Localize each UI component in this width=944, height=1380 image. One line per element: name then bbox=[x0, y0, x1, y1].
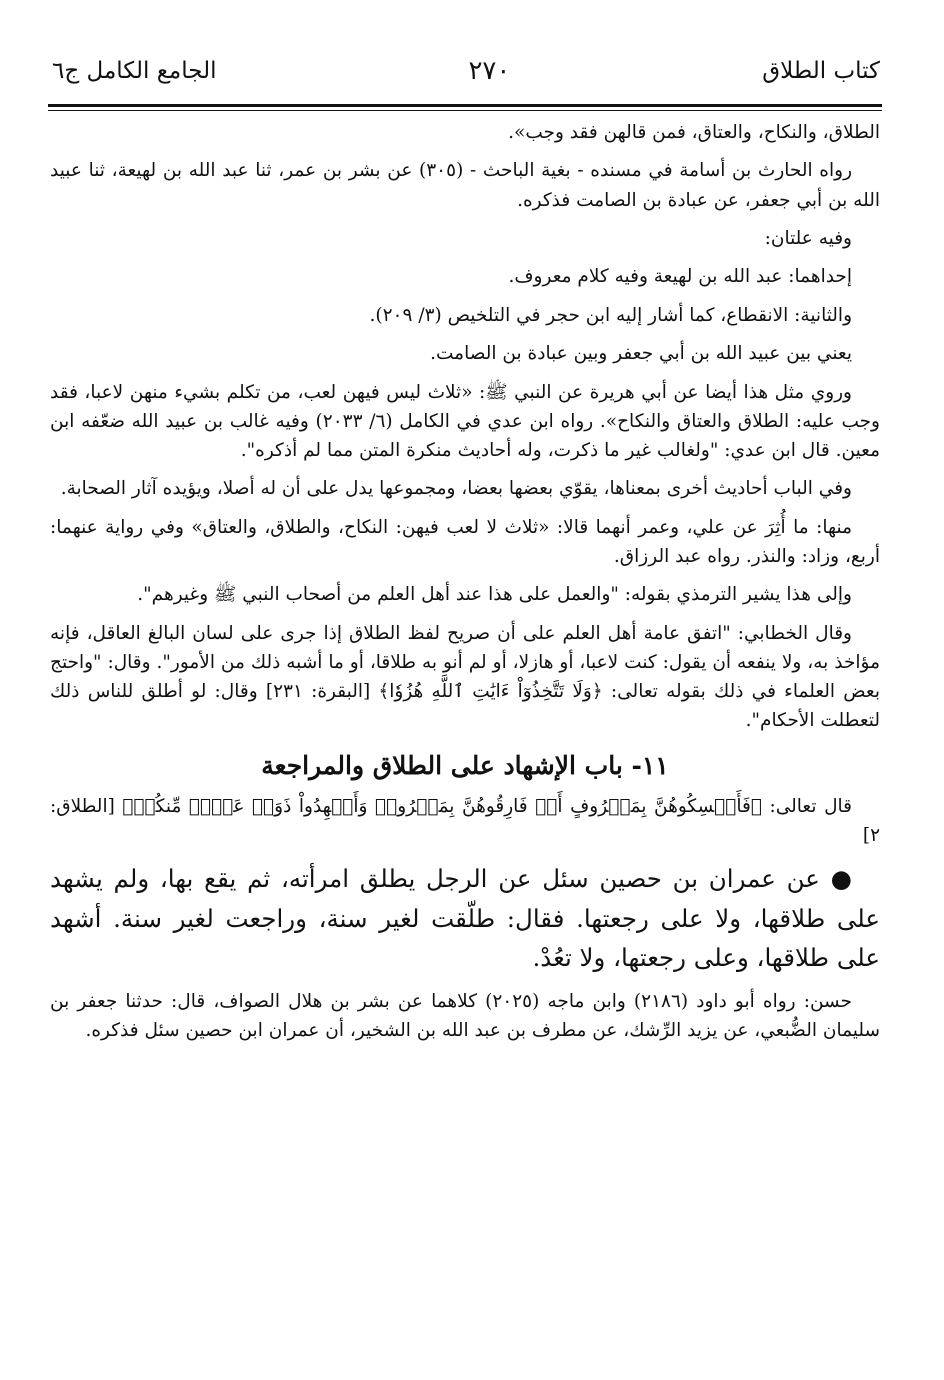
hadith-text: ● عن عمران بن حصين سئل عن الرجل يطلق امرأته، ثم يقع بها، ولم يشهد على طلاقها، ولا على رجعتها. فقال: طلّقت لغير سنة، وراجعت لغير سنة. أشهد على طلاقها، وعلى رجعتها، ولا تعُدْ. bbox=[50, 864, 880, 973]
chapter-heading: ١١- باب الإشهاد على الطلاق والمراجعة bbox=[261, 750, 669, 780]
paragraph: يعني بين عبيد الله بن أبي جعفر وبين عبادة بن الصامت. bbox=[430, 343, 852, 365]
paragraph: الطلاق، والنكاح، والعتاق، فمن قالهن فقد وجب». bbox=[508, 122, 880, 143]
paragraph: رواه الحارث بن أسامة في مسنده - بغية الباحث - (٣٠٥) عن بشر بن عمر، ثنا عبد الله بن لهيعة، ثنا عبيد الله بن أبي جعفر، عن عبادة بن الصامت فذكره. bbox=[50, 160, 880, 211]
paragraph: وقال الخطابي: "اتفق عامة أهل العلم على أن صريح لفظ الطلاق إذا جرى على لسان البالغ العاقل، فإنه مؤاخذ به، ولا ينفعه أن يقول: كنت لاعبا، أو هازلا، أو لم أنو به طلاقا، أو ما أشبه ذلك من الأمور". وقال: "واحتج بعض العلماء في ذلك بقوله تعالى: ﴿وَلَا تَتَّخِذُوٓاْ ءَايَٰتِ ٱللَّهِ هُزُوٗا﴾ [البقرة: ٢٣١] وقال: لو أطلق للناس ذلك لتعطلت الأحكام". bbox=[50, 622, 880, 732]
page-header bbox=[52, 44, 880, 98]
paragraph: منها: ما أُثِرَ عن علي، وعمر أنهما قالا: «ثلاث لا لعب فيهن: النكاح، والطلاق، والعتاق» وفي رواية عنهما: أربع، وزاد: والنذر. رواه عبد الرزاق. bbox=[50, 516, 880, 567]
paragraph: والثانية: الانقطاع، كما أشار إليه ابن حجر في التلخيص (٣/ ٢٠٩). bbox=[369, 304, 852, 326]
paragraph: وفي الباب أحاديث أخرى بمعناها، يقوّي بعضها بعضا، ومجموعها يدل على أن له أصلا، ويؤيده آثار الصحابة. bbox=[60, 478, 852, 500]
hadith-grading: حسن: رواه أبو داود (٢١٨٦) وابن ماجه (٢٠٢٥) كلاهما عن بشر بن هلال الصواف، قال: حدثنا جعفر بن سليمان الضُّبعي، عن يزيد الرِّشك، عن مطرف بن عبد الله بن الشخير، أن عمران ابن حصين سئل فذكره. bbox=[50, 990, 880, 1042]
paragraph: إحداهما: عبد الله بن لهيعة وفيه كلام معروف. bbox=[508, 266, 852, 288]
header-rule-thick bbox=[48, 104, 882, 107]
page-number: ٢٧٠ bbox=[468, 56, 511, 86]
paragraph: وفيه علتان: bbox=[764, 227, 852, 249]
paragraph: وإلى هذا يشير الترمذي بقوله: "والعمل على هذا عند أهل العلم من أصحاب النبي ﷺ وغيرهم". bbox=[137, 584, 852, 606]
book-title: الجامع الكامل ج٦ bbox=[52, 58, 217, 84]
book-section-title: كتاب الطلاق bbox=[762, 58, 880, 84]
quran-verse-paragraph: قال تعالى: ﴿فَأَمۡسِكُوهُنَّ بِمَعۡرُوفٍ أَوۡ فَارِقُوهُنَّ بِمَعۡرُوفٖ وَأَشۡهِدُواْ ذَوَيۡ عَدۡلٖ مِّنكُمۡ﴾ [الطلاق: ٢] bbox=[50, 795, 880, 846]
paragraph: وروي مثل هذا أيضا عن أبي هريرة عن النبي ﷺ: «ثلاث ليس فيهن لعب، من تكلم بشيء منهن لاعبا، فقد وجب عليه: الطلاق والعتاق والنكاح». رواه ابن عدي في الكامل (٦/ ٢٠٣٣) وفيه غالب بن عبيد الله ضعّفه ابن معين. قال ابن عدي: "ولغالب غير ما ذكرت، وله أحاديث منكرة المتن مما لم أذكره". bbox=[50, 381, 880, 461]
page-body bbox=[50, 118, 880, 1054]
header-rule-thin bbox=[48, 110, 882, 111]
